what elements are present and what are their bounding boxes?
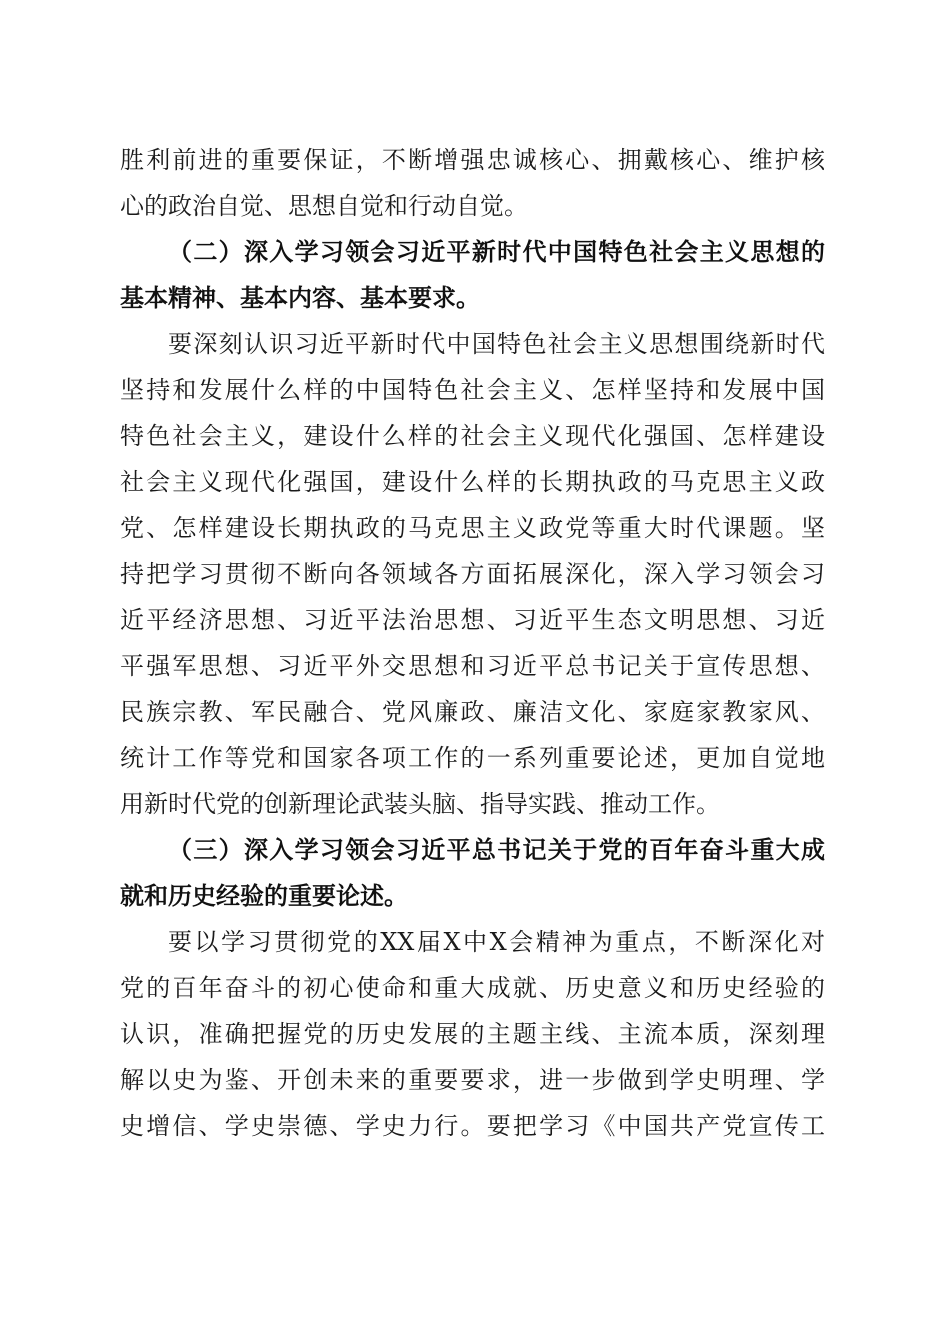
text-line: 认识，准确把握党的历史发展的主题主线、主流本质，深刻理 <box>120 1020 825 1048</box>
text-line: 心的政治自觉、思想自觉和行动自觉。 <box>120 192 528 220</box>
text-line: 用新时代党的创新理论武装头脑、指导实践、推动工作。 <box>120 790 720 818</box>
text-line: 平强军思想、习近平外交思想和习近平总书记关于宣传思想、 <box>120 652 825 680</box>
text-line: 要深刻认识习近平新时代中国特色社会主义思想围绕新时代 <box>168 330 825 358</box>
text-line: 党、怎样建设长期执政的马克思主义政党等重大时代课题。坚 <box>120 514 825 542</box>
text-line: 社会主义现代化强国，建设什么样的长期执政的马克思主义政 <box>120 468 825 496</box>
text-line: 坚持和发展什么样的中国特色社会主义、怎样坚持和发展中国 <box>120 376 825 404</box>
text-line: 近平经济思想、习近平法治思想、习近平生态文明思想、习近 <box>120 606 825 634</box>
text-line: 持把学习贯彻不断向各领域各方面拓展深化，深入学习领会习 <box>120 560 825 588</box>
section-heading: （二）深入学习领会习近平新时代中国特色社会主义思想的 <box>168 237 825 266</box>
text-line: 解以史为鉴、开创未来的重要要求，进一步做到学史明理、学 <box>120 1066 825 1094</box>
text-line: 要以学习贯彻党的XX届X中X会精神为重点，不断深化对 <box>168 928 825 956</box>
text-line: 胜利前进的重要保证，不断增强忠诚核心、拥戴核心、维护核 <box>120 146 825 174</box>
text-line: 特色社会主义，建设什么样的社会主义现代化强国、怎样建设 <box>120 422 825 450</box>
text-line: 统计工作等党和国家各项工作的一系列重要论述，更加自觉地 <box>120 744 825 772</box>
text-line: 党的百年奋斗的初心使命和重大成就、历史意义和历史经验的 <box>120 974 825 1002</box>
text-line: 民族宗教、军民融合、党风廉政、廉洁文化、家庭家教家风、 <box>120 698 825 726</box>
section-heading: 基本精神、基本内容、基本要求。 <box>120 283 480 312</box>
section-heading: （三）深入学习领会习近平总书记关于党的百年奋斗重大成 <box>168 835 825 864</box>
text-line: 史增信、学史崇德、学史力行。要把学习《中国共产党宣传工 <box>120 1112 825 1140</box>
section-heading: 就和历史经验的重要论述。 <box>120 881 408 910</box>
